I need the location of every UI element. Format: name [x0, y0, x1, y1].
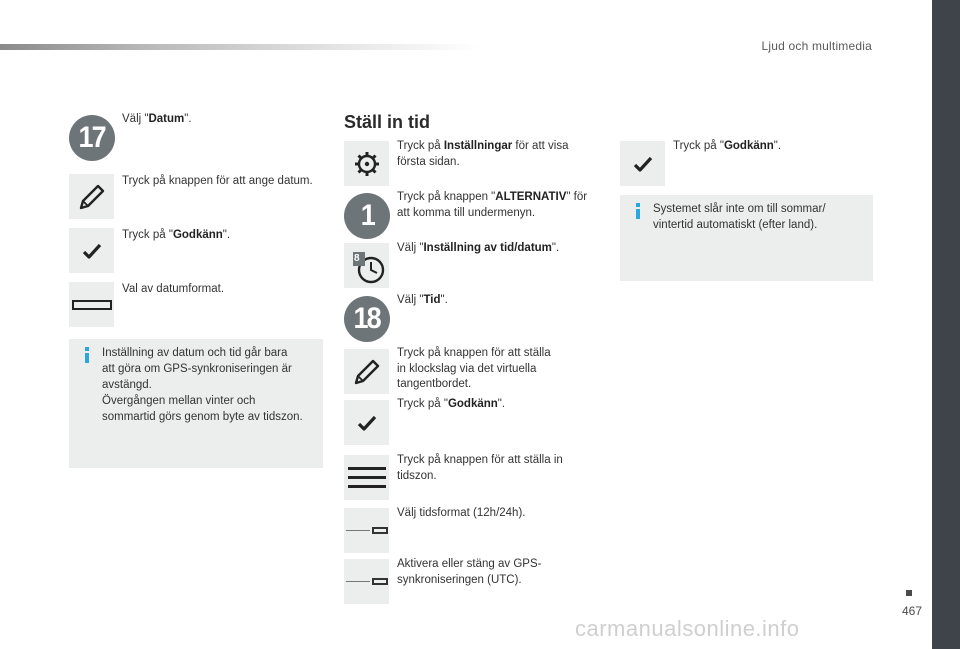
pencil-icon	[352, 357, 382, 387]
clock-settings-icon-box	[344, 243, 389, 288]
checkmark-icon	[357, 414, 377, 432]
time-format-icon-box	[344, 508, 389, 553]
step-enter-date: Tryck på knappen för att ange datum.	[122, 175, 313, 187]
clock-badge-number: 8	[354, 253, 360, 264]
step-options: Tryck på knappen "ALTERNATIV" för att komma till undermenyn.	[397, 191, 588, 219]
gear-icon	[353, 150, 381, 178]
step-date-format: Val av datumformat.	[122, 283, 225, 295]
pencil-time-icon-box	[344, 349, 389, 394]
page-side-bar	[932, 0, 960, 649]
step-set-timezone: Tryck på knappen för att ställa in tidszon.	[397, 454, 563, 482]
toggle-slider-icon	[346, 578, 388, 586]
step-gps-sync: Aktivera eller stäng av GPS- synkroniseringen (UTC).	[397, 558, 542, 586]
checkmark-final-icon-box	[620, 141, 665, 186]
page-number: 467	[901, 604, 922, 618]
section-header-title: Ljud och multimedia	[761, 39, 872, 53]
right-info-text: Systemet slår inte om till sommar/ vintertid automatiskt (efter land).	[653, 203, 826, 231]
step-approve-final: Tryck på "Godkänn".	[673, 140, 782, 152]
checkmark-icon-box	[69, 228, 114, 273]
step-approve-time: Tryck på "Godkänn".	[397, 398, 506, 410]
step-time-date-settings: Välj "Inställning av tid/datum".	[397, 242, 560, 254]
pencil-icon	[77, 182, 107, 212]
step-badge-18: 18	[344, 296, 390, 342]
step-approve-date: Tryck på "Godkänn".	[122, 229, 231, 241]
section-title: Ställ in tid	[344, 112, 431, 132]
step-badge-1: 1	[344, 193, 390, 239]
left-info-text: Inställning av datum och tid går bara att göra om GPS-synkroniseringen är avstängd. Övergången mellan vinter och sommartid görs genom byte av tidszon.	[102, 347, 303, 423]
checkmark-time-icon-box	[344, 400, 389, 445]
step-set-clock-keyboard: Tryck på knappen för att ställa in klockslag via det virtuella tangentbordet.	[397, 347, 551, 390]
watermark: carmanualsonline.info	[575, 616, 800, 641]
step-select-time: Välj "Tid".	[397, 294, 448, 306]
settings-icon-box	[344, 141, 389, 186]
step-open-settings: Tryck på Inställningar för att visa första sidan.	[397, 140, 569, 168]
toggle-slider-icon	[346, 527, 388, 535]
page-marker	[906, 590, 912, 596]
info-icon	[85, 347, 89, 363]
step-select-date: Välj "Datum".	[122, 113, 192, 125]
date-format-icon-box	[69, 282, 114, 327]
step-badge-17: 17	[69, 115, 115, 161]
info-icon	[636, 203, 640, 219]
gps-sync-icon-box	[344, 559, 389, 604]
clock-icon	[347, 246, 387, 286]
format-button-icon	[72, 300, 112, 310]
timezone-icon-box	[344, 455, 389, 500]
header-gradient-rule	[0, 44, 480, 50]
checkmark-icon	[82, 242, 102, 260]
pencil-icon-box	[69, 174, 114, 219]
step-time-format: Välj tidsformat (12h/24h).	[397, 507, 526, 519]
list-menu-icon	[348, 461, 386, 494]
checkmark-icon	[633, 155, 653, 173]
